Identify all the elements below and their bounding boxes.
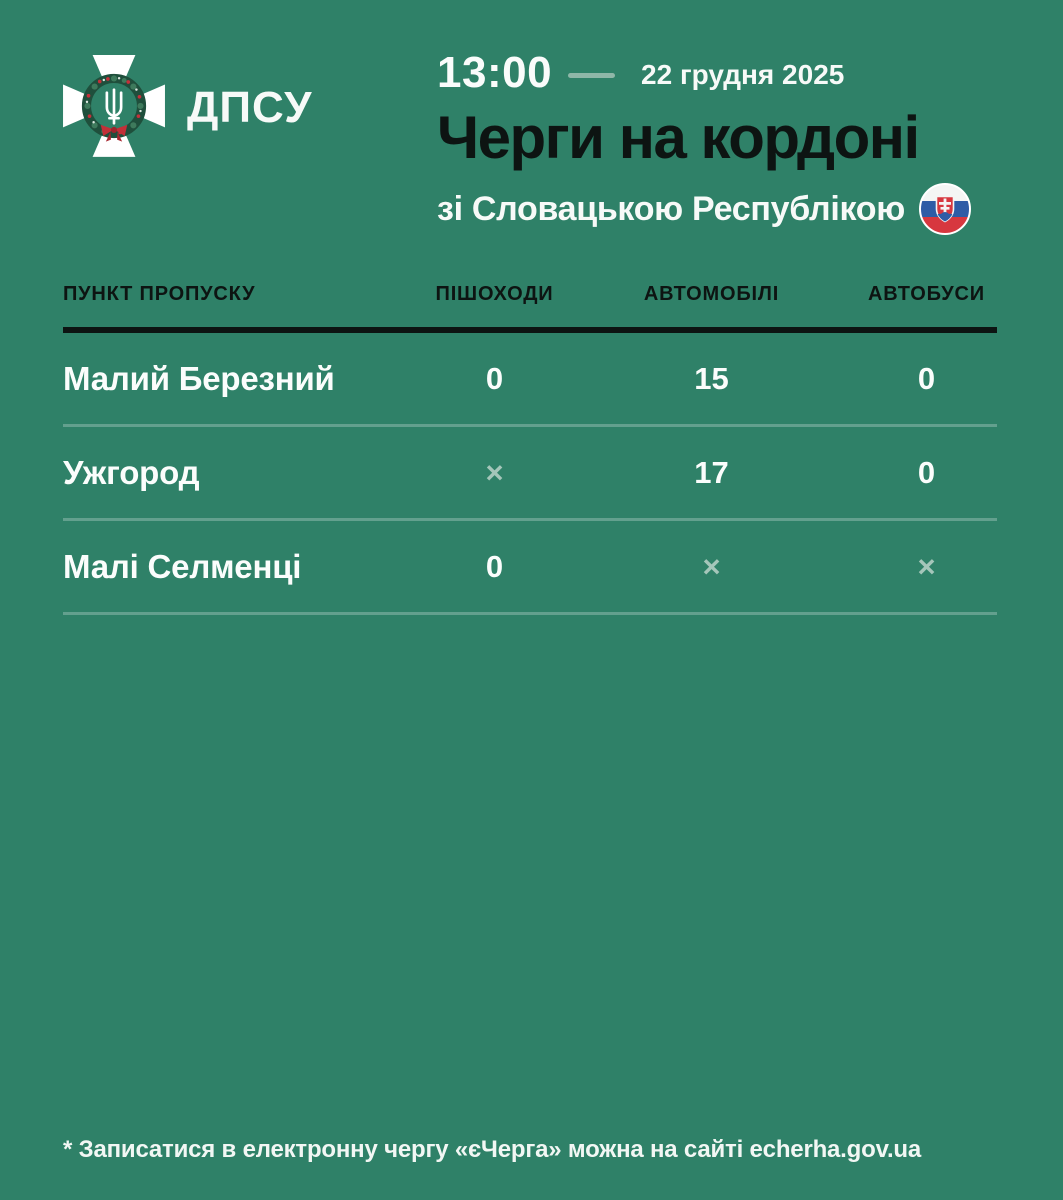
buses-queue-value: × <box>917 548 936 584</box>
border-queues-table <box>63 283 997 615</box>
pedestrians-queue-value: × <box>485 454 504 490</box>
header <box>0 0 1063 283</box>
report-time: 13:00 <box>437 48 553 97</box>
report-date: 22 грудня 2025 <box>641 59 845 90</box>
checkpoint-name: Малі Селменці <box>63 547 302 585</box>
header-right-block <box>437 48 1017 235</box>
time-date-row <box>437 48 1017 98</box>
cars-queue-value: 15 <box>694 360 729 396</box>
column-header-cars: АВТОМОБІЛІ <box>643 283 780 305</box>
column-header-pedestrians: ПІШОХОДИ <box>435 283 554 305</box>
column-header-checkpoint: ПУНКТ ПРОПУСКУ <box>63 283 256 305</box>
subtitle-row <box>437 183 1017 235</box>
dpsu-emblem-icon <box>63 55 165 161</box>
brand-block <box>63 55 313 161</box>
slovakia-flag-icon <box>919 183 971 235</box>
pedestrians-queue-value: 0 <box>485 548 504 584</box>
pedestrians-queue-value: 0 <box>485 360 504 396</box>
table-row <box>63 427 997 521</box>
cars-queue-value: 17 <box>694 454 729 490</box>
table-row <box>63 521 997 615</box>
table-header-row <box>63 283 997 306</box>
checkpoint-name: Малий Березний <box>63 359 335 397</box>
column-header-buses: АВТОБУСИ <box>868 283 985 305</box>
page-title: Черги на кордоні <box>437 104 919 171</box>
table-row <box>63 333 997 427</box>
cars-queue-value: × <box>702 548 721 584</box>
buses-queue-value: 0 <box>917 360 936 396</box>
org-abbreviation: ДПСУ <box>187 83 313 132</box>
checkpoint-name: Ужгород <box>63 453 200 491</box>
echerha-footnote: * Записатися в електронну чергу «єЧерга» можна на сайті echerha.gov.ua <box>63 1136 922 1163</box>
buses-queue-value: 0 <box>917 454 936 490</box>
time-date-separator <box>568 73 615 78</box>
page-subtitle: зі Словацькою Республікою <box>437 189 905 228</box>
